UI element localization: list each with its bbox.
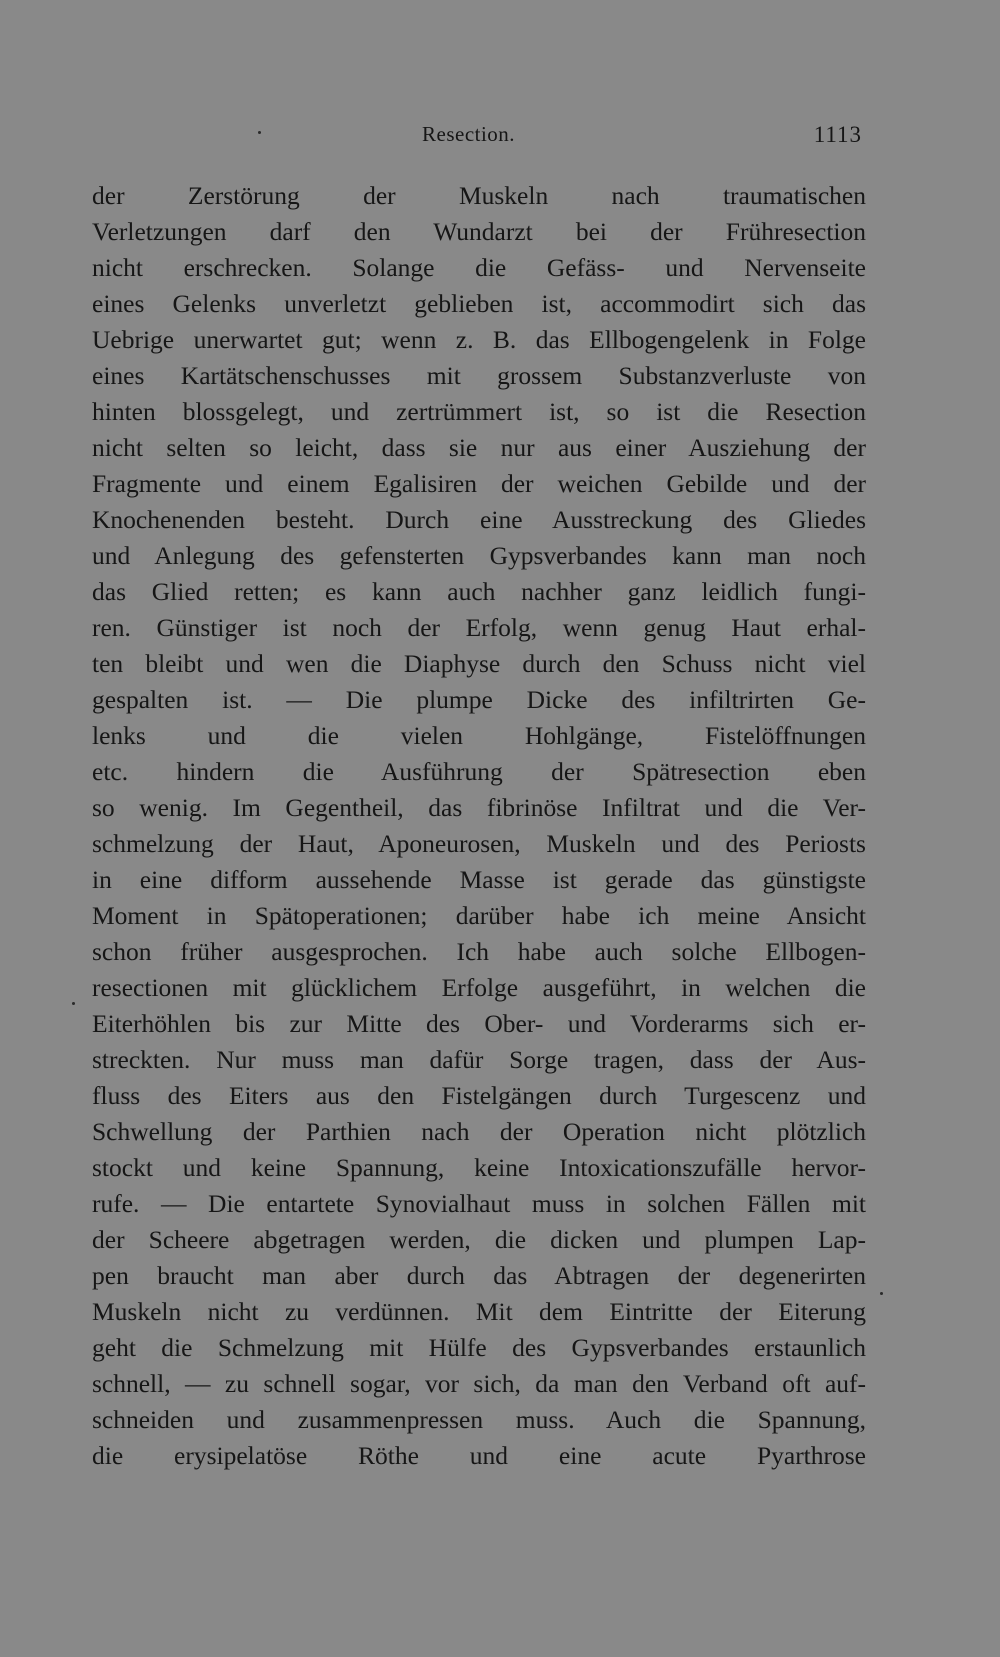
text-line: und Anlegung des gefensterten Gypsverbandes kann man noch (92, 541, 866, 570)
body-text (92, 178, 866, 1474)
text-line: der Zerstörung der Muskeln nach traumatischen (92, 181, 866, 210)
text-line: Verletzungen darf den Wundarzt bei der Frühresection (92, 217, 866, 246)
text-line: Fragmente und einem Egalisiren der weichen Gebilde und der (92, 469, 866, 498)
text-line: schmelzung der Haut, Aponeurosen, Muskeln und des Periosts (92, 829, 866, 858)
text-line: der Scheere abgetragen werden, die dicken und plumpen Lap- (92, 1225, 866, 1254)
text-line: Eiterhöhlen bis zur Mitte des Ober- und Vorderarms sich er- (92, 1009, 866, 1038)
text-line: stockt und keine Spannung, keine Intoxicationszufälle hervor- (92, 1153, 866, 1182)
text-line: schneiden und zusammenpressen muss. Auch die Spannung, (92, 1405, 866, 1434)
text-line: streckten. Nur muss man dafür Sorge tragen, dass der Aus- (92, 1045, 866, 1074)
text-line: nicht erschrecken. Solange die Gefäss- und Nervenseite (92, 253, 866, 282)
text-line: Muskeln nicht zu verdünnen. Mit dem Eintritte der Eiterung (92, 1297, 866, 1326)
text-line: das Glied retten; es kann auch nachher ganz leidlich fungi- (92, 577, 866, 606)
text-line: pen braucht man aber durch das Abtragen der degenerirten (92, 1261, 866, 1290)
text-line: Uebrige unerwartet gut; wenn z. B. das Ellbogengelenk in Folge (92, 325, 866, 354)
print-speck (880, 1292, 883, 1295)
page-number: 1113 (813, 122, 862, 147)
text-line: rufe. — Die entartete Synovialhaut muss in solchen Fällen mit (92, 1189, 866, 1218)
text-line: schnell, — zu schnell sogar, vor sich, da man den Verband oft auf- (92, 1369, 866, 1398)
text-line: resectionen mit glücklichem Erfolge ausgeführt, in welchen die (92, 973, 866, 1002)
text-line: so wenig. Im Gegentheil, das fibrinöse Infiltrat und die Ver- (92, 793, 866, 822)
text-line: etc. hindern die Ausführung der Spätresection eben (92, 757, 866, 786)
text-line: Knochenenden besteht. Durch eine Ausstreckung des Gliedes (92, 505, 866, 534)
print-speck (258, 131, 261, 134)
print-speck (72, 1002, 75, 1005)
text-line: geht die Schmelzung mit Hülfe des Gypsverbandes erstaunlich (92, 1333, 866, 1362)
text-line: eines Kartätschenschusses mit grossem Substanzverluste von (92, 361, 866, 390)
text-line: fluss des Eiters aus den Fistelgängen durch Turgescenz und (92, 1081, 866, 1110)
text-line: gespalten ist. — Die plumpe Dicke des infiltrirten Ge- (92, 685, 866, 714)
text-line: die erysipelatöse Röthe und eine acute Pyarthrose (92, 1441, 866, 1470)
text-line: Schwellung der Parthien nach der Operation nicht plötzlich (92, 1117, 866, 1146)
text-line: lenks und die vielen Hohlgänge, Fistelöffnungen (92, 721, 866, 750)
text-line: ten bleibt und wen die Diaphyse durch den Schuss nicht viel (92, 649, 866, 678)
running-title: Resection. (422, 122, 516, 146)
text-line: Moment in Spätoperationen; darüber habe ich meine Ansicht (92, 901, 866, 930)
text-line: nicht selten so leicht, dass sie nur aus einer Ausziehung der (92, 433, 866, 462)
text-line: eines Gelenks unverletzt geblieben ist, accommodirt sich das (92, 289, 866, 318)
text-line: in eine difform aussehende Masse ist gerade das günstigste (92, 865, 866, 894)
text-line: hinten blossgelegt, und zertrümmert ist, so ist die Resection (92, 397, 866, 426)
text-line: ren. Günstiger ist noch der Erfolg, wenn genug Haut erhal- (92, 613, 866, 642)
text-line: schon früher ausgesprochen. Ich habe auch solche Ellbogen- (92, 937, 866, 966)
page-header (92, 122, 862, 152)
